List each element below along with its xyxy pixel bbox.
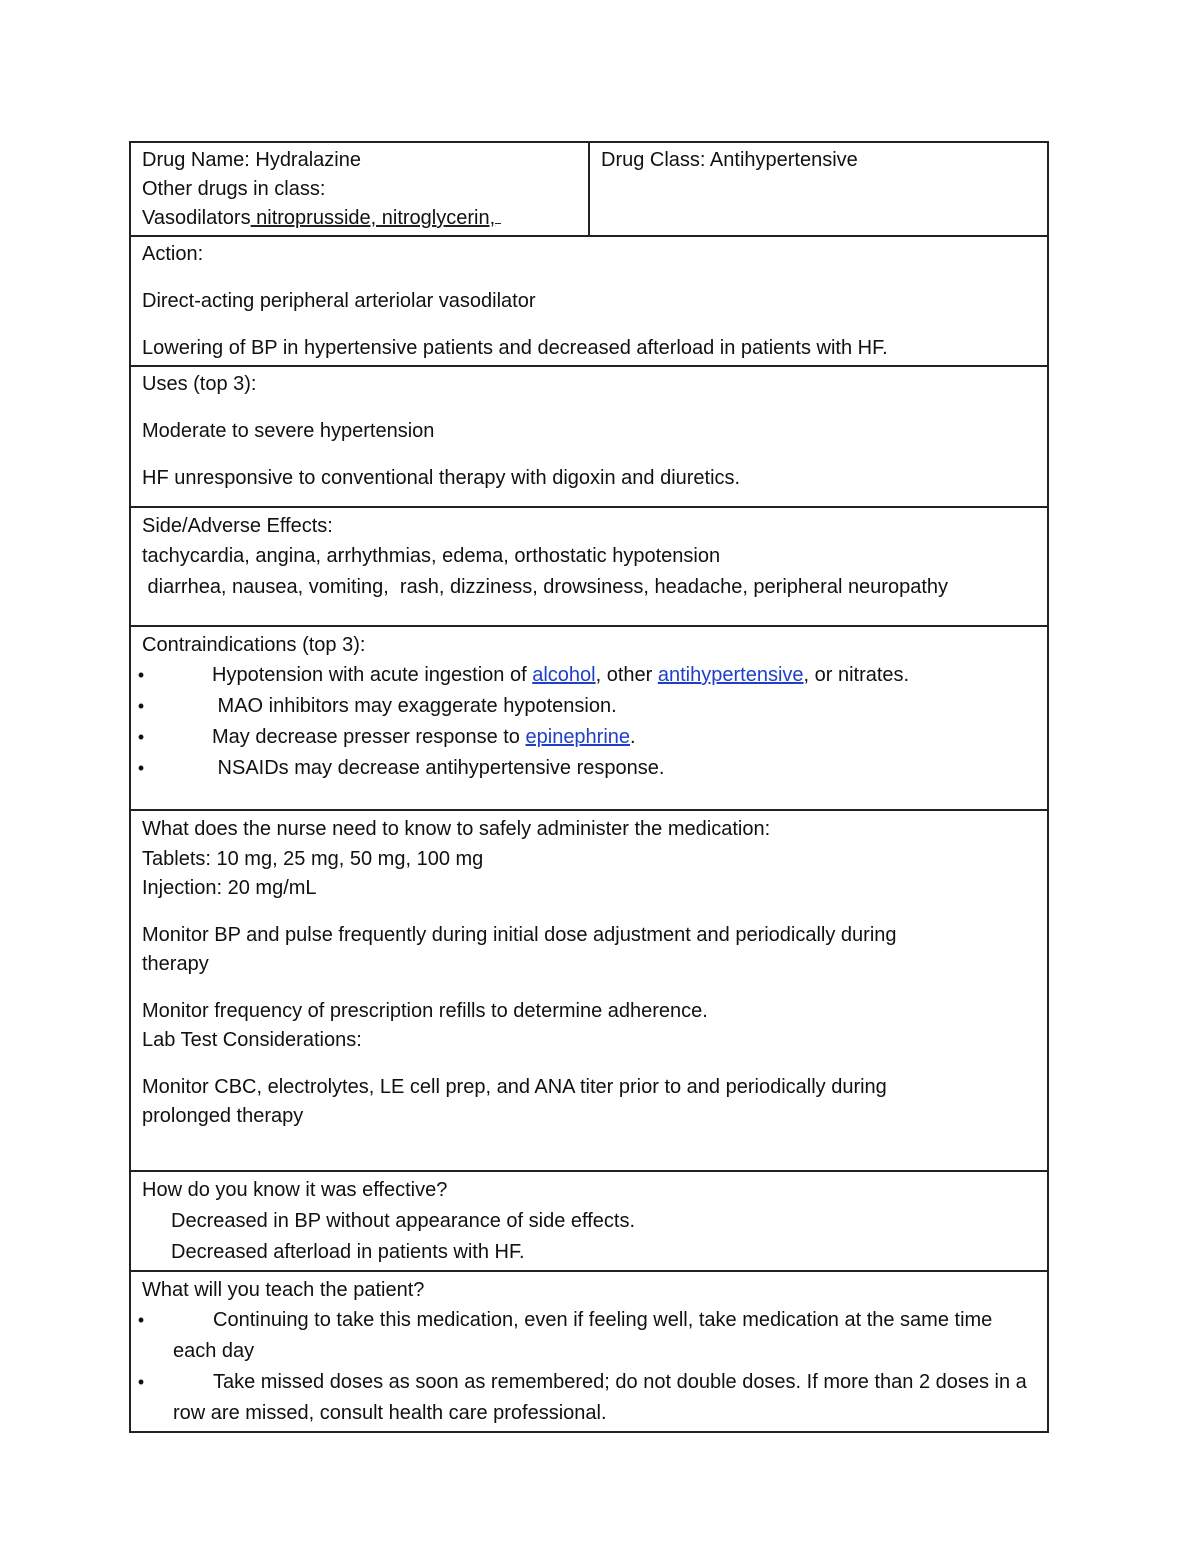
monitor-line-1b: therapy [142, 953, 209, 975]
effectiveness-line-2: Decreased afterload in patients with HF. [171, 1241, 525, 1263]
other-drugs-line [142, 204, 578, 233]
uses-label: Uses (top 3): [142, 373, 257, 395]
item-text: MAO inhibitors may exaggerate hypotension. [212, 695, 617, 717]
bullet-icon: • [137, 727, 145, 747]
item-text: NSAIDs may decrease antihypertensive response. [212, 757, 665, 779]
tablets-line: Tablets: 10 mg, 25 mg, 50 mg, 100 mg [142, 848, 484, 870]
item-text: Hypotension with acute ingestion of [212, 664, 533, 686]
teaching-row [130, 1271, 1048, 1432]
contraindications-cell [130, 626, 1048, 810]
list-item [137, 660, 1037, 691]
bullet-icon: • [137, 696, 145, 716]
list-item [137, 691, 1037, 722]
lab-line-1b: prolonged therapy [142, 1105, 304, 1127]
item-text: May decrease presser response to [212, 726, 526, 748]
action-line-1: Direct-acting peripheral arteriolar vasodilator [142, 290, 536, 312]
list-item [137, 753, 1037, 784]
item-text: , other [595, 664, 658, 686]
side-effects-line-2: diarrhea, nausea, vomiting, rash, dizziness, drowsiness, headache, peripheral neuropathy [142, 576, 949, 598]
item-text: Take missed doses as soon as remembered; do not double doses. If more than 2 doses in a row are missed, consult health care professional. [173, 1371, 1027, 1424]
action-cell [130, 236, 1048, 366]
spacer [142, 1055, 1037, 1073]
drug-class: Drug Class: Antihypertensive [601, 149, 858, 171]
drug-name: Drug Name: Hydralazine [142, 149, 361, 171]
antihypertensive-link[interactable]: antihypertensive [657, 664, 804, 686]
drug-card-table [129, 141, 1049, 1433]
administration-label: What does the nurse need to know to safely administer the medication: [142, 818, 771, 840]
action-label: Action: [142, 243, 204, 265]
other-drugs-prefix: Vasodilators [142, 207, 251, 229]
drug-name-cell [130, 142, 589, 236]
spacer [142, 269, 1037, 287]
header-row [130, 142, 1048, 236]
other-drugs-list: nitroprusside, nitroglycerin, [250, 207, 496, 229]
bullet-icon: • [137, 758, 145, 778]
epinephrine-link[interactable]: epinephrine [525, 726, 631, 748]
teaching-cell [130, 1271, 1048, 1432]
other-drugs-label: Other drugs in class: [142, 178, 326, 200]
bullet-icon: • [137, 665, 145, 685]
item-text: . [630, 726, 636, 748]
effectiveness-line-1: Decreased in BP without appearance of side effects. [171, 1210, 635, 1232]
item-text: Continuing to take this medication, even if feeling well, take medication at the same time each day [173, 1309, 993, 1362]
bullet-icon: • [137, 1372, 145, 1392]
effectiveness-label: How do you know it was effective? [142, 1179, 448, 1201]
administration-cell [130, 810, 1048, 1171]
action-line-2: Lowering of BP in hypertensive patients and decreased afterload in patients with HF. [142, 337, 888, 359]
spacer [142, 979, 1037, 997]
uses-line-1: Moderate to severe hypertension [142, 420, 435, 442]
administration-row [130, 810, 1048, 1171]
contraindications-label: Contraindications (top 3): [142, 634, 366, 656]
uses-cell [130, 366, 1048, 507]
spacer [142, 446, 1037, 464]
teaching-label: What will you teach the patient? [142, 1279, 425, 1301]
spacer [142, 903, 1037, 921]
underline-tail [495, 205, 501, 224]
monitor-line-2: Monitor frequency of prescription refills to determine adherence. [142, 1000, 708, 1022]
uses-line-2: HF unresponsive to conventional therapy with digoxin and diuretics. [142, 467, 741, 489]
injection-line: Injection: 20 mg/mL [142, 877, 317, 899]
spacer [142, 399, 1037, 417]
effectiveness-cell [130, 1171, 1048, 1271]
contraindications-row [130, 626, 1048, 810]
list-item [137, 1305, 1037, 1367]
item-text: , or nitrates. [803, 664, 910, 686]
side-effects-line-1: tachycardia, angina, arrhythmias, edema, orthostatic hypotension [142, 545, 721, 567]
teaching-list [137, 1305, 1037, 1429]
action-row [130, 236, 1048, 366]
effectiveness-row [130, 1171, 1048, 1271]
contraindications-list [137, 660, 1037, 784]
monitor-line-1a: Monitor BP and pulse frequently during initial dose adjustment and periodically during [142, 924, 897, 946]
list-item [137, 1367, 1037, 1429]
uses-row [130, 366, 1048, 507]
side-effects-cell [130, 507, 1048, 626]
alcohol-link[interactable]: alcohol [532, 664, 596, 686]
spacer [142, 316, 1037, 334]
lab-line-1a: Monitor CBC, electrolytes, LE cell prep, and ANA titer prior to and periodically during [142, 1076, 887, 1098]
drug-class-cell [589, 142, 1048, 236]
lab-label: Lab Test Considerations: [142, 1029, 362, 1051]
list-item [137, 722, 1037, 753]
side-effects-label: Side/Adverse Effects: [142, 515, 333, 537]
bullet-icon: • [137, 1310, 145, 1330]
side-effects-row [130, 507, 1048, 626]
